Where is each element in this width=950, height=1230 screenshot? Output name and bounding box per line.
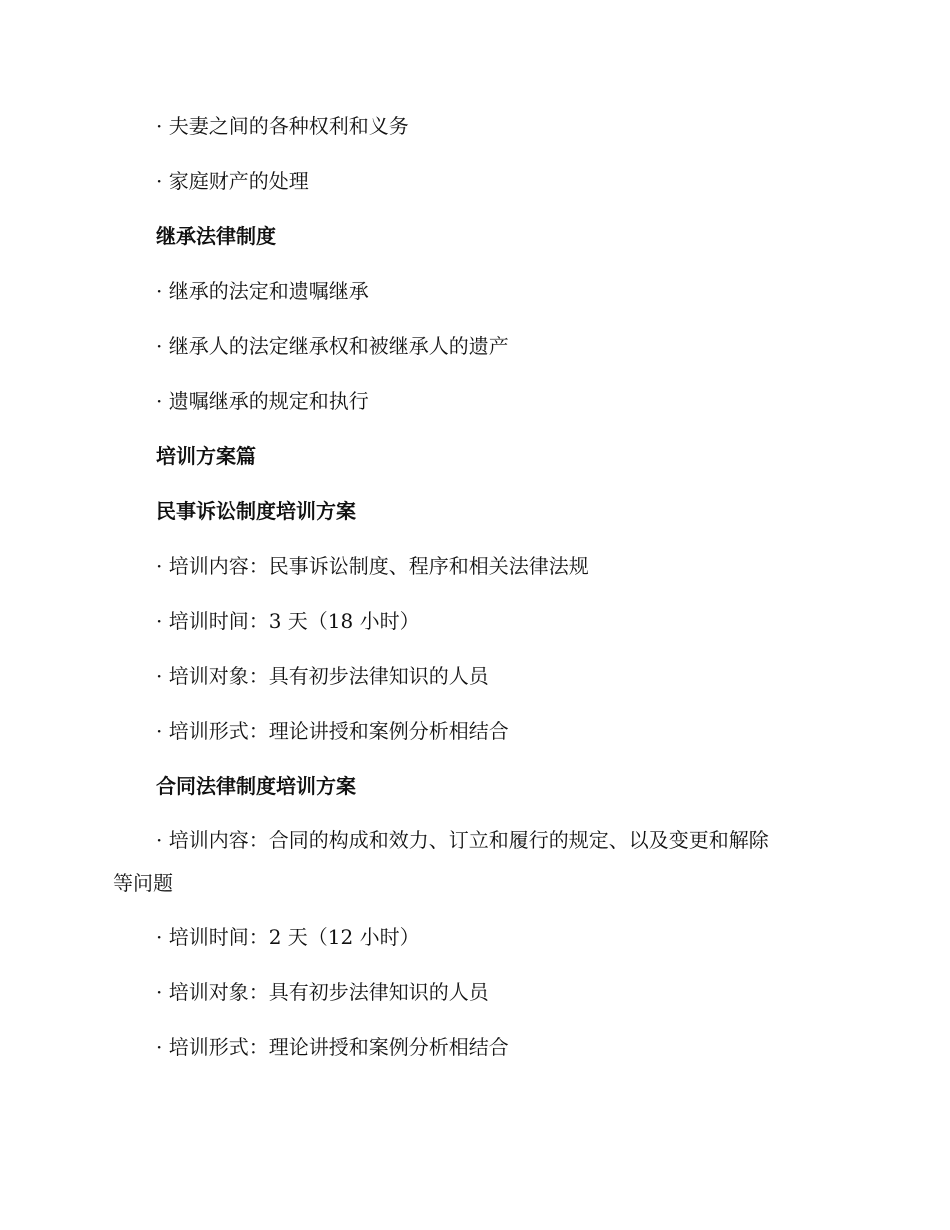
section-heading: 合同法律制度培训方案 [156, 774, 356, 798]
bullet-item: · 继承人的法定继承权和被继承人的遗产 [156, 334, 509, 358]
bullet-item: · 培训内容：合同的构成和效力、订立和履行的规定、以及变更和解除 [156, 828, 769, 852]
section-heading: 继承法律制度 [156, 224, 276, 248]
bullet-item: · 培训对象：具有初步法律知识的人员 [156, 664, 489, 688]
bullet-item: · 培训内容：民事诉讼制度、程序和相关法律法规 [156, 554, 589, 578]
bullet-item: · 培训时间：3 天（18 小时） [156, 609, 420, 633]
bullet-item-continuation: 等问题 [113, 871, 173, 895]
section-heading: 培训方案篇 [156, 444, 256, 468]
bullet-item: · 遗嘱继承的规定和执行 [156, 389, 369, 413]
bullet-item: · 培训形式：理论讲授和案例分析相结合 [156, 1035, 509, 1059]
bullet-item: · 培训对象：具有初步法律知识的人员 [156, 980, 489, 1004]
bullet-item: · 夫妻之间的各种权利和义务 [156, 114, 409, 138]
bullet-item: · 家庭财产的处理 [156, 169, 309, 193]
bullet-item: · 培训形式：理论讲授和案例分析相结合 [156, 719, 509, 743]
section-heading: 民事诉讼制度培训方案 [156, 499, 356, 523]
bullet-item: · 培训时间：2 天（12 小时） [156, 925, 420, 949]
bullet-item: · 继承的法定和遗嘱继承 [156, 279, 369, 303]
